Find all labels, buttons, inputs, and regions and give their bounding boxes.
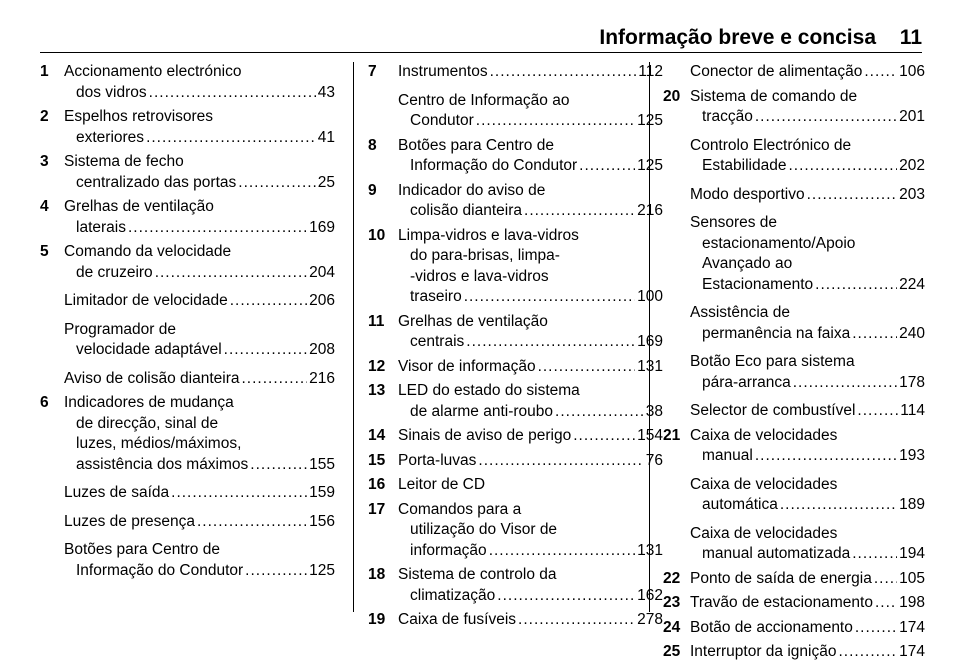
index-entry: [40, 242, 335, 283]
entry-title: Leitor de CD: [398, 476, 486, 493]
column-divider: [353, 62, 354, 612]
dot-leader: [155, 263, 307, 284]
entry-text-line: Sistema de controlo da: [398, 566, 557, 583]
dot-leader: [245, 561, 307, 582]
entry-text-line: Sistema de comando de: [690, 87, 858, 105]
item-number: 9: [368, 181, 377, 199]
page-reference[interactable]: 154: [637, 427, 663, 444]
dot-leader: [855, 618, 897, 639]
entry-title: assistência dos máximos: [76, 455, 249, 473]
entry-text-line: Botões para Centro de: [64, 541, 220, 558]
item-number: 1: [40, 63, 49, 80]
page-reference[interactable]: 43: [317, 83, 335, 101]
page-reference[interactable]: 105: [899, 569, 925, 587]
index-entry: [663, 303, 925, 344]
entry-title: Aviso de colisão dianteira: [64, 369, 240, 387]
page-reference[interactable]: 194: [899, 545, 925, 562]
entry-title: Estabilidade: [702, 157, 787, 174]
dot-leader: [197, 512, 307, 533]
page-reference[interactable]: 125: [637, 112, 663, 129]
page-reference[interactable]: 193: [899, 447, 925, 464]
index-entry: [663, 213, 925, 295]
dot-leader: [466, 332, 635, 353]
item-number: 14: [368, 427, 386, 444]
index-entry: [368, 62, 663, 83]
entry-title: Limitador de velocidade: [64, 292, 228, 309]
index-entry: [663, 569, 925, 590]
item-number: 19: [368, 611, 386, 628]
entry-text-line: Grelhas de ventilação: [398, 312, 548, 330]
dot-leader: [852, 544, 897, 565]
page-reference[interactable]: 159: [309, 484, 335, 501]
dot-leader: [146, 128, 316, 149]
entry-title: Informação do Condutor: [410, 157, 578, 174]
index-entry: [40, 512, 335, 533]
page-reference[interactable]: 25: [317, 173, 335, 191]
entry-title: Travão de estacionamento: [690, 594, 873, 611]
page-reference[interactable]: 278: [637, 611, 663, 628]
page-reference[interactable]: 114: [900, 402, 925, 419]
page-number: 11: [899, 26, 922, 49]
entry-text-line: Indicadores de mudança: [64, 394, 234, 411]
entry-text-line: Assistência de: [690, 304, 790, 321]
page-reference[interactable]: 38: [645, 402, 663, 420]
entry-text-line: Caixa de velocidades: [690, 524, 838, 542]
item-number: 24: [663, 618, 681, 636]
page-reference[interactable]: 169: [637, 333, 663, 350]
page-reference[interactable]: 131: [637, 541, 663, 559]
entry-text-line: Comandos para a: [398, 500, 522, 518]
page-reference[interactable]: 203: [899, 185, 925, 203]
page-reference[interactable]: 156: [309, 512, 335, 530]
entry-title: Caixa de fusíveis: [398, 611, 517, 628]
index-entry: [368, 565, 663, 606]
entry-title: Informação do Condutor: [76, 561, 244, 579]
dot-leader: [579, 156, 635, 177]
entry-text-line: LED do estado do sistema: [398, 382, 580, 399]
item-number: 20: [663, 87, 681, 105]
dot-leader: [476, 111, 635, 132]
page-reference[interactable]: 76: [645, 451, 663, 469]
index-entry: [40, 291, 335, 312]
entry-title: laterais: [76, 218, 126, 236]
dot-leader: [238, 173, 315, 194]
entry-text-line: Botões para Centro de: [398, 136, 554, 154]
item-number: 16: [368, 476, 386, 493]
index-entry: [368, 610, 663, 631]
entry-title: Luzes de saída: [64, 484, 170, 501]
entry-title: informação: [410, 541, 487, 559]
dot-leader: [838, 642, 897, 663]
page-reference[interactable]: 198: [899, 594, 925, 611]
entry-title: manual automatizada: [702, 545, 851, 562]
index-entry: [663, 185, 925, 206]
page-reference[interactable]: 201: [899, 108, 925, 125]
entry-text-line: Comando da velocidade: [64, 243, 232, 260]
entry-text-line: Avançado ao: [702, 255, 793, 272]
entry-title: colisão dianteira: [410, 202, 523, 219]
page-title: Informação breve e concisa: [599, 26, 876, 49]
entry-title: centrais: [410, 333, 465, 350]
entry-title: Modo desportivo: [690, 185, 805, 203]
entry-title: Interruptor da ignição: [690, 643, 837, 660]
page-reference[interactable]: 202: [899, 157, 925, 174]
dot-leader: [250, 455, 307, 476]
index-entry: [368, 381, 663, 422]
page-reference[interactable]: 206: [309, 292, 335, 309]
entry-text-line: estacionamento/Apoio: [702, 234, 856, 252]
item-number: 10: [368, 226, 386, 244]
entry-text-line: Indicador do aviso de: [398, 181, 546, 199]
index-entry: [40, 152, 335, 193]
entry-text-line: Botão Eco para sistema: [690, 353, 855, 370]
index-entry: [40, 320, 335, 361]
index-entry: [663, 642, 925, 663]
page-reference[interactable]: 216: [637, 202, 663, 219]
entry-title: Luzes de presença: [64, 512, 195, 530]
page-reference[interactable]: 224: [899, 275, 925, 293]
item-number: 5: [40, 243, 49, 260]
entry-text-line: Espelhos retrovisores: [64, 108, 214, 125]
page-reference[interactable]: 174: [899, 643, 925, 660]
dot-leader: [489, 541, 635, 562]
entry-text-line: do para-brisas, limpa-: [410, 247, 560, 264]
index-entry: [663, 426, 925, 467]
entry-text-line: Accionamento electrónico: [64, 63, 242, 80]
page-reference[interactable]: 125: [309, 561, 335, 579]
dot-leader: [875, 593, 897, 614]
index-column-3: [663, 62, 925, 665]
entry-title: manual: [702, 447, 753, 464]
entry-title: permanência na faixa: [702, 324, 851, 342]
dot-leader: [464, 287, 635, 308]
dot-leader: [815, 275, 897, 296]
item-number: 13: [368, 382, 386, 399]
index-entry: [40, 483, 335, 504]
entry-title: Botão de accionamento: [690, 618, 853, 636]
dot-leader: [864, 62, 897, 83]
entry-title: Condutor: [410, 112, 474, 129]
entry-title: Porta-luvas: [398, 451, 477, 469]
item-number: 21: [663, 426, 681, 444]
dot-leader: [171, 483, 307, 504]
entry-text-line: -vidros e lava-vidros: [410, 267, 549, 285]
index-entry: [663, 475, 925, 516]
page-reference[interactable]: 204: [309, 263, 335, 281]
item-number: 11: [368, 312, 385, 330]
dot-leader: [874, 569, 897, 590]
entry-text-line: luzes, médios/máximos,: [76, 435, 242, 452]
page-header: [40, 24, 922, 53]
entry-text-line: utilização do Visor de: [410, 521, 558, 538]
index-entry: [40, 62, 335, 103]
dot-leader: [857, 401, 898, 422]
index-entry: [368, 451, 663, 472]
item-number: 7: [368, 63, 377, 80]
item-number: 18: [368, 566, 386, 583]
item-number: 25: [663, 643, 681, 660]
item-number: 2: [40, 108, 49, 125]
page-reference[interactable]: 112: [638, 63, 663, 80]
dot-leader: [793, 373, 897, 394]
entry-title: de cruzeiro: [76, 263, 153, 281]
page-reference[interactable]: 208: [309, 341, 335, 358]
dot-leader: [780, 495, 897, 516]
entry-text-line: Sistema de fecho: [64, 153, 184, 170]
dot-leader: [555, 402, 644, 423]
dot-leader: [490, 62, 637, 83]
entry-text-line: Sensores de: [690, 214, 778, 231]
item-number: 22: [663, 569, 681, 587]
entry-text-line: de direcção, sinal de: [76, 414, 219, 432]
page-reference[interactable]: 169: [309, 218, 335, 236]
index-column-1: [40, 62, 335, 583]
index-column-2: [368, 62, 663, 633]
page-reference[interactable]: 155: [309, 455, 335, 473]
entry-title: Ponto de saída de energia: [690, 569, 872, 587]
index-entry: [40, 107, 335, 148]
item-number: 15: [368, 451, 386, 469]
index-entry: [663, 401, 925, 422]
page-reference[interactable]: 106: [899, 63, 925, 80]
entry-title: Sinais de aviso de perigo: [398, 427, 572, 444]
index-entry: [663, 618, 925, 639]
index-entry: [663, 136, 925, 177]
index-entry: [40, 540, 335, 581]
entry-text-line: Grelhas de ventilação: [64, 198, 214, 215]
index-entry: [368, 475, 663, 496]
entry-title: Selector de combustível: [690, 402, 856, 419]
index-entry: [663, 593, 925, 614]
dot-leader: [755, 107, 897, 128]
dot-leader: [788, 156, 897, 177]
item-number: 3: [40, 153, 49, 170]
index-entry: [40, 393, 335, 475]
index-entry: [663, 62, 925, 83]
index-entry: [368, 500, 663, 562]
entry-title: Conector de alimentação: [690, 63, 863, 80]
page-reference[interactable]: 162: [637, 586, 663, 604]
dot-leader: [852, 324, 897, 345]
entry-title: Instrumentos: [398, 63, 488, 80]
index-entry: [663, 352, 925, 393]
entry-title: exteriores: [76, 128, 145, 146]
index-entry: [663, 524, 925, 565]
dot-leader: [755, 446, 897, 467]
dot-leader: [497, 586, 635, 607]
item-number: 6: [40, 394, 49, 411]
item-number: 12: [368, 357, 386, 375]
dot-leader: [230, 291, 307, 312]
dot-leader: [518, 610, 635, 631]
dot-leader: [807, 185, 898, 206]
entry-title: de alarme anti-roubo: [410, 402, 554, 420]
entry-title: tracção: [702, 108, 753, 125]
index-entry: [368, 181, 663, 222]
entry-text-line: Caixa de velocidades: [690, 475, 838, 493]
item-number: 8: [368, 136, 377, 154]
dot-leader: [524, 201, 635, 222]
index-entry: [663, 87, 925, 128]
dot-leader: [478, 451, 643, 472]
item-number: 17: [368, 500, 386, 518]
page-reference[interactable]: 178: [899, 373, 925, 391]
index-entry: [368, 91, 663, 132]
page-reference[interactable]: 216: [309, 369, 335, 387]
index-entry: [40, 197, 335, 238]
item-number: 4: [40, 198, 49, 215]
page-reference[interactable]: 174: [899, 618, 925, 636]
entry-title: dos vidros: [76, 83, 147, 101]
dot-leader: [128, 218, 307, 239]
entry-text-line: Programador de: [64, 320, 177, 338]
page-reference[interactable]: 41: [317, 128, 335, 146]
entry-title: Visor de informação: [398, 357, 536, 375]
entry-title: climatização: [410, 586, 496, 604]
entry-title: velocidade adaptável: [76, 341, 222, 358]
page-reference[interactable]: 131: [637, 357, 663, 375]
page-reference[interactable]: 100: [637, 288, 663, 305]
page-reference[interactable]: 240: [899, 324, 925, 342]
entry-text-line: Limpa-vidros e lava-vidros: [398, 226, 579, 244]
entry-title: traseiro: [410, 288, 462, 305]
index-entry: [368, 226, 663, 308]
page-reference[interactable]: 189: [899, 496, 925, 513]
entry-title: automática: [702, 496, 778, 513]
entry-text-line: Controlo Electrónico de: [690, 136, 852, 154]
index-entry: [368, 426, 663, 447]
index-entry: [368, 312, 663, 353]
entry-title: Estacionamento: [702, 275, 814, 293]
dot-leader: [573, 426, 635, 447]
dot-leader: [538, 357, 636, 378]
entry-text-line: Caixa de velocidades: [690, 426, 838, 444]
entry-text-line: Centro de Informação ao: [398, 91, 570, 109]
dot-leader: [149, 83, 316, 104]
dot-leader: [224, 340, 307, 361]
index-entry: [368, 136, 663, 177]
page-reference[interactable]: 125: [637, 157, 663, 174]
item-number: 23: [663, 594, 681, 611]
entry-title: centralizado das portas: [76, 173, 237, 191]
index-entry: [368, 357, 663, 378]
entry-title: pára-arranca: [702, 373, 791, 391]
dot-leader: [242, 369, 308, 390]
index-entry: [40, 369, 335, 390]
